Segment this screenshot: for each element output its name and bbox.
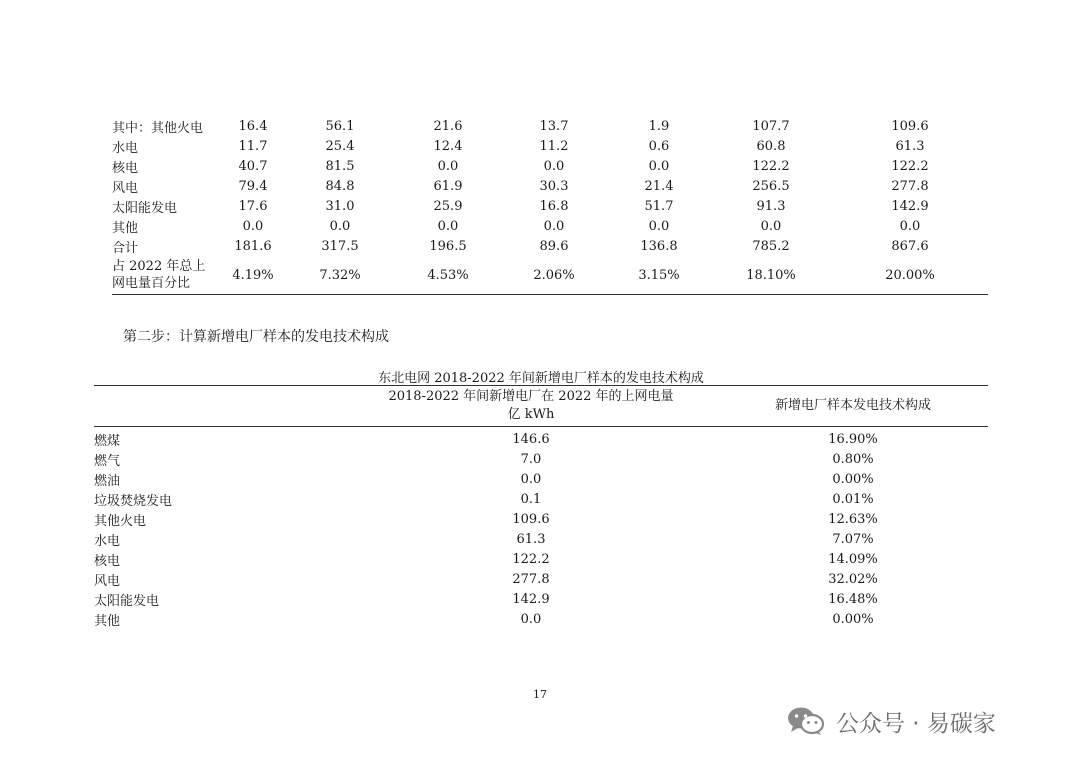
share-cell: 7.07% [832, 531, 874, 547]
generation-cell: 122.2 [512, 551, 550, 567]
cell: 91.3 [756, 198, 786, 214]
table-header-row [94, 386, 988, 427]
cell: 81.5 [325, 158, 355, 174]
row-label: 其他 [112, 220, 139, 236]
row-label: 其他火电 [94, 513, 147, 529]
table-row [112, 216, 988, 236]
cell: 3.15% [608, 256, 710, 295]
table-row [94, 529, 988, 549]
generation-cell: 0.0 [520, 611, 542, 627]
cell: 196.5 [429, 238, 467, 254]
cell: 40.7 [238, 158, 268, 174]
row-label: 水电 [112, 140, 139, 156]
cell: 0.0 [437, 158, 459, 174]
table-row [94, 569, 988, 589]
table-row [112, 156, 988, 176]
table-row [112, 236, 988, 256]
share-cell: 0.00% [832, 471, 874, 487]
row-label: 燃气 [94, 453, 121, 469]
cell: 11.2 [539, 138, 569, 154]
share-cell: 16.90% [828, 431, 878, 447]
cell: 18.10% [710, 256, 832, 295]
cell: 867.6 [891, 238, 929, 254]
cell: 0.0 [242, 218, 264, 234]
cell: 21.4 [644, 178, 674, 194]
cell: 25.4 [325, 138, 355, 154]
cell: 61.3 [895, 138, 925, 154]
wechat-icon [786, 704, 826, 738]
cell: 79.4 [238, 178, 268, 194]
share-cell: 14.09% [828, 551, 878, 567]
cell: 317.5 [321, 238, 359, 254]
header-blank [94, 386, 344, 427]
share-label-line1: 占 2022 年总上 [112, 259, 206, 274]
cell: 7.32% [284, 256, 396, 295]
table-row [112, 116, 988, 136]
table-row [112, 176, 988, 196]
generation-table [112, 116, 988, 295]
table-row [94, 609, 988, 629]
share-cell: 32.02% [828, 571, 878, 587]
row-label: 风电 [112, 180, 139, 196]
cell: 11.7 [238, 138, 268, 154]
cell: 0.0 [899, 218, 921, 234]
cell: 12.4 [433, 138, 463, 154]
share-row-label [112, 256, 222, 295]
generation-cell: 0.1 [520, 491, 542, 507]
cell: 0.0 [437, 218, 459, 234]
cell: 0.0 [329, 218, 351, 234]
cell: 122.2 [891, 158, 929, 174]
cell: 30.3 [539, 178, 569, 194]
cell: 60.8 [756, 138, 786, 154]
row-label: 水电 [94, 533, 121, 549]
row-label: 垃圾焚烧发电 [94, 493, 173, 509]
watermark-text: 公众号 · 易碳家 [836, 710, 996, 737]
cell: 56.1 [325, 118, 355, 134]
generation-cell: 109.6 [512, 511, 550, 527]
header-share: 新增电厂样本发电技术构成 [718, 386, 988, 427]
table-row [94, 489, 988, 509]
cell: 256.5 [752, 178, 790, 194]
share-row [112, 256, 988, 295]
cell: 0.6 [648, 138, 670, 154]
cell: 122.2 [752, 158, 790, 174]
share-cell: 0.80% [832, 451, 874, 467]
cell: 0.0 [648, 158, 670, 174]
row-label: 燃煤 [94, 433, 121, 449]
watermark [786, 703, 996, 739]
generation-cell: 146.6 [512, 431, 550, 447]
cell: 4.19% [222, 256, 284, 295]
cell: 20.00% [832, 256, 988, 295]
generation-cell: 61.3 [516, 531, 546, 547]
generation-cell: 0.0 [520, 471, 542, 487]
cell: 181.6 [234, 238, 272, 254]
row-label: 核电 [112, 160, 139, 176]
table-row [94, 469, 988, 489]
cell: 142.9 [891, 198, 929, 214]
cell: 51.7 [644, 198, 674, 214]
row-label: 太阳能发电 [112, 200, 178, 216]
cell: 0.0 [760, 218, 782, 234]
cell: 16.8 [539, 198, 569, 214]
share-cell: 12.63% [828, 511, 878, 527]
row-label: 燃油 [94, 473, 121, 489]
cell: 136.8 [640, 238, 678, 254]
table-row [112, 196, 988, 216]
step-heading: 第二步：计算新增电厂样本的发电技术构成 [123, 329, 389, 345]
table-row [94, 509, 988, 529]
page-number: 17 [533, 688, 547, 701]
generation-cell: 142.9 [512, 591, 550, 607]
cell: 277.8 [891, 178, 929, 194]
cell: 13.7 [539, 118, 569, 134]
table-row [94, 427, 988, 450]
tech-mix-table [94, 385, 988, 629]
cell: 109.6 [891, 118, 929, 134]
cell: 4.53% [396, 256, 500, 295]
row-label: 合计 [112, 240, 139, 256]
generation-cell: 7.0 [520, 451, 542, 467]
row-label: 其中：其他火电 [112, 120, 204, 136]
cell: 0.0 [648, 218, 670, 234]
generation-cell: 277.8 [512, 571, 550, 587]
share-cell: 16.48% [828, 591, 878, 607]
cell: 89.6 [539, 238, 569, 254]
table-row [94, 449, 988, 469]
row-label: 核电 [94, 553, 121, 569]
cell: 31.0 [325, 198, 355, 214]
cell: 84.8 [325, 178, 355, 194]
share-cell: 0.01% [832, 491, 874, 507]
table-row [112, 136, 988, 156]
header-generation [344, 386, 718, 427]
cell: 785.2 [752, 238, 790, 254]
cell: 0.0 [543, 158, 565, 174]
cell: 16.4 [238, 118, 268, 134]
cell: 17.6 [238, 198, 268, 214]
cell: 25.9 [433, 198, 463, 214]
cell: 1.9 [648, 118, 670, 134]
row-label: 太阳能发电 [94, 593, 160, 609]
cell: 21.6 [433, 118, 463, 134]
row-label: 其他 [94, 613, 121, 629]
table-row [94, 549, 988, 569]
cell: 0.0 [543, 218, 565, 234]
cell: 61.9 [433, 178, 463, 194]
cell: 2.06% [500, 256, 608, 295]
header-generation-line1: 2018-2022 年间新增电厂在 2022 年的上网电量 [388, 389, 674, 404]
table-row [94, 589, 988, 609]
share-cell: 0.00% [832, 611, 874, 627]
row-label: 风电 [94, 573, 121, 589]
share-label-line2: 网电量百分比 [112, 276, 191, 291]
cell: 107.7 [752, 118, 790, 134]
table-caption: 东北电网 2018-2022 年间新增电厂样本的发电技术构成 [378, 371, 704, 386]
header-generation-unit: 亿 kWh [507, 407, 555, 422]
